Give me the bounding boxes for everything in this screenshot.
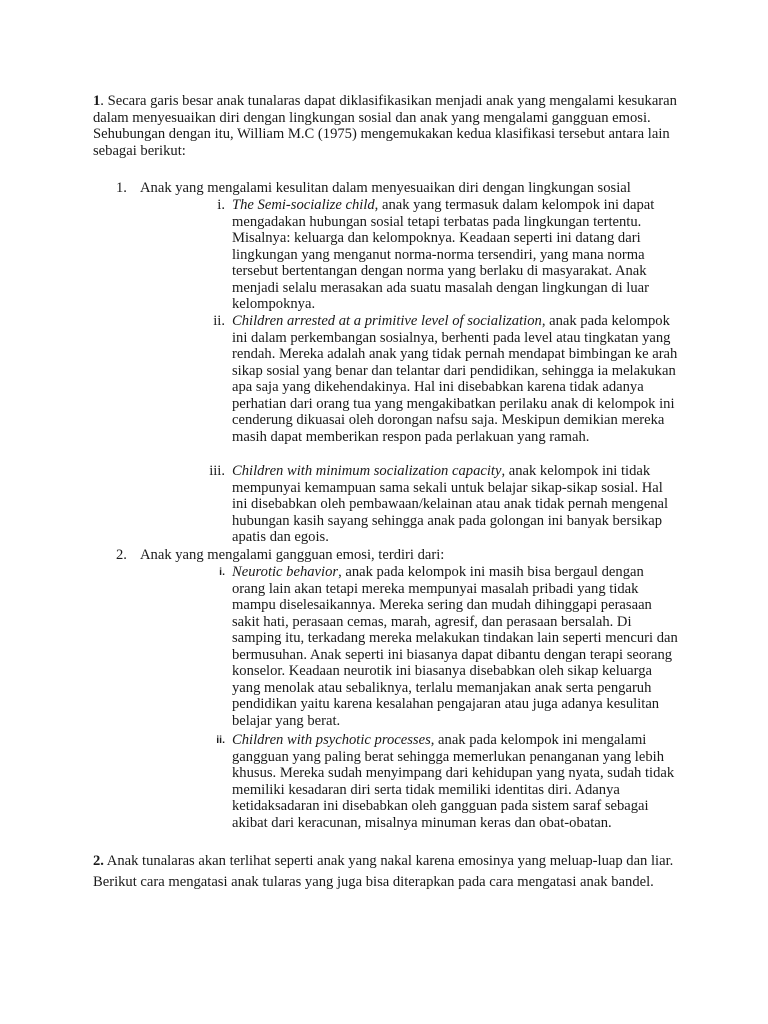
list-item-2-title: Anak yang mengalami gangguan emosi, terdiri dari: — [140, 547, 445, 563]
section-1-intro — [93, 93, 678, 159]
section-2-text: Anak tunalaras akan terlihat seperti anak yang nakal karena emosinya yang meluap-luap dan liar. Berikut cara mengatasi anak tularas yang juga bisa diterapkan pada cara mengatasi anak bandel. — [93, 853, 674, 890]
sub-item-text: , anak pada kelompok ini mengalami gangguan yang paling berat sehingga memerlukan penanganan yang lebih khusus. Mereka sudah menyimpang dari kehidupan yang nyata, sudah tidak memiliki kesadaran diri serta tidak memiliki identitas diri. Adanya ketidaksadaran ini disebabkan oleh gangguan pada sistem saraf sebagai akibat dari keracunan, misalnya minuman keras dan obat-obatan. — [232, 732, 675, 831]
sub-item-term: Children with minimum socialization capacity — [232, 463, 502, 479]
sub-item-text: , anak kelompok ini tidak mempunyai kemampuan sama sekali untuk belajar sikap-sikap sosial. Hal ini disebabkan oleh pembawaan/kelainan atau anak tidak pernah mengenal hubungan kasih sayang sehingga anak pada golongan ini banyak bersikap apatis dan egois. — [232, 463, 669, 545]
section-2-number: 2. — [93, 853, 104, 869]
sub-item-term: The Semi-socialize child — [232, 197, 375, 213]
section-1-number: 1 — [93, 93, 101, 109]
sub-item-term: Children with psychotic processes — [232, 732, 431, 748]
sub-item-numeral: i. — [219, 566, 225, 578]
sub-item-numeral: iii. — [209, 463, 225, 479]
list-item-2-number: 2. — [116, 547, 127, 563]
section-1-text: . Secara garis besar anak tunalaras dapat diklasifikasikan menjadi anak yang mengalami kesukaran dalam menyesuaikan diri dengan lingkungan sosial dan anak yang mengalami gangguan emosi. Sehubungan dengan itu, William M.C (1975) mengemukakan kedua klasifikasi tersebut antara lain sebagai berikut: — [93, 93, 677, 159]
sub-item-text: , anak yang termasuk dalam kelompok ini dapat mengadakan hubungan sosial tetapi terbatas pada lingkungan tertentu. Misalnya: keluarga dan kelompoknya. Keadaan seperti ini datang dari lingkungan yang menganut norma-norma tersendiri, yang mana norma tersebut bertentangan dengan norma yang berlaku di masyarakat. Anak menjadi selalu merasakan ada suatu masalah dengan lingkungan di luar kelompoknya. — [232, 197, 655, 312]
sub-item-text: , anak pada kelompok ini dalam perkembangan sosialnya, berhenti pada level atau tingkatan yang rendah. Mereka adalah anak yang tidak pernah mendapat bimbingan ke arah sikap sosial yang benar dan telantar dari pendidikan, sehingga ia melakukan apa saja yang dikehendakinya. Hal ini disebabkan karena tidak adanya perhatian dari orang tua yang mengakibatkan perilaku anak di kelompok ini cenderung dikuasai oleh dorongan nafsu saja. Meskipun demikian mereka masih dapat memberikan respon pada perlakuan yang ramah. — [232, 313, 678, 445]
list-item-1-title: Anak yang mengalami kesulitan dalam menyesuaikan diri dengan lingkungan sosial — [140, 180, 631, 196]
list-item-1-number: 1. — [116, 180, 127, 196]
sub-item-term: Neurotic behavior — [232, 564, 339, 580]
sub-item-text: , anak pada kelompok ini masih bisa bergaul dengan orang lain akan tetapi mereka mempunyai masalah pribadi yang tidak mampu diselesaikannya. Mereka sering dan mudah dihinggapi perasaan sakit hati, perasaan cemas, marah, agresif, dan perasaan bersalah. Di samping itu, terkadang mereka melakukan tindakan lain seperti mencuri dan bermusuhan. Anak seperti ini biasanya dapat dibantu dengan terapi seorang konselor. Keadaan neurotik ini biasanya disebabkan oleh sikap keluarga yang menolak atau sebaliknya, terlalu memanjakan anak serta pengaruh pendidikan yaitu karena kesalahan pengajaran atau juga adanya kesulitan belajar yang berat. — [232, 564, 678, 729]
sub-item-term: Children arrested at a primitive level of socialization — [232, 313, 542, 329]
section-2-paragraph — [93, 851, 678, 893]
sub-item-numeral: ii. — [216, 734, 225, 746]
sub-item-numeral: i. — [217, 197, 225, 213]
sub-item-numeral: ii. — [213, 313, 225, 329]
